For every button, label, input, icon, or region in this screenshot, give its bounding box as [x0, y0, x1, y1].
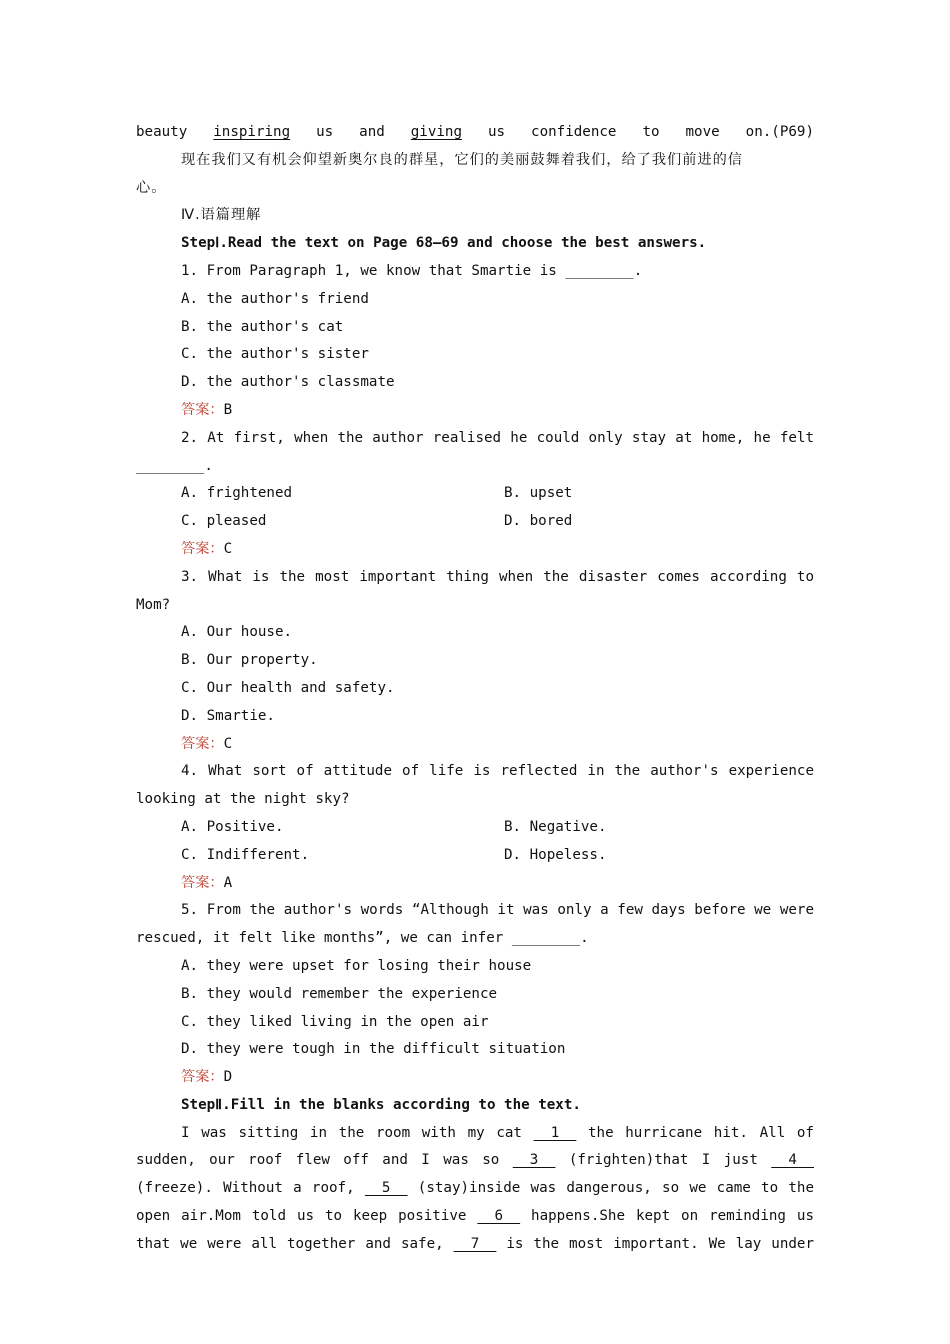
- question-stem: 1. From Paragraph 1, we know that Smartie is ________.: [181, 262, 643, 279]
- text-run: beauty: [136, 124, 214, 140]
- option-row: [136, 842, 814, 870]
- intro-line-1: [136, 119, 814, 147]
- step1-title: StepⅠ.Read the text on Page 68—69 and choose the best answers.: [181, 235, 707, 252]
- text-run: sudden, our roof flew off and I was so: [136, 1152, 513, 1169]
- intro-cn-line-2: 心。: [136, 179, 167, 196]
- text-run: (frighten)that I just: [555, 1152, 772, 1169]
- option[interactable]: B. the author's cat: [181, 318, 344, 335]
- option[interactable]: A. frightened: [181, 485, 293, 502]
- answer-value: C: [223, 735, 233, 752]
- answer-label: 答案：: [181, 540, 224, 557]
- answer-line: [136, 870, 814, 898]
- text-run: the hurricane hit. All of: [576, 1124, 814, 1141]
- option[interactable]: D. Hopeless.: [504, 846, 607, 863]
- option[interactable]: D. they were tough in the difficult situation: [181, 1041, 566, 1058]
- question-stem: looking at the night sky?: [136, 791, 350, 808]
- blank-4[interactable]: 4: [771, 1152, 814, 1169]
- question-stem: 3. What is the most important thing when the disaster comes according to: [181, 568, 814, 585]
- text-run: happens.She kept on reminding us: [520, 1208, 814, 1225]
- option[interactable]: A. they were upset for losing their house: [181, 957, 532, 974]
- option[interactable]: B. upset: [504, 485, 573, 502]
- underlined-word: inspiring: [213, 124, 291, 140]
- option[interactable]: A. Positive.: [181, 818, 284, 835]
- option[interactable]: C. Indifferent.: [181, 846, 310, 863]
- option-row: [136, 508, 814, 536]
- answer-value: D: [223, 1069, 233, 1086]
- answer-value: B: [223, 401, 233, 418]
- blank-3[interactable]: 3: [512, 1152, 556, 1169]
- fill-line-2: [136, 1147, 814, 1175]
- option[interactable]: B. Negative.: [504, 818, 607, 835]
- text-run: us and: [290, 124, 411, 140]
- underlined-word: giving: [410, 124, 463, 140]
- option-row: [136, 480, 814, 508]
- text-run: is the most important. We lay under: [496, 1235, 814, 1252]
- question-stem: 4. What sort of attitude of life is reflected in the author's experience: [181, 763, 814, 780]
- fill-line-1: [136, 1120, 814, 1148]
- blank-5[interactable]: 5: [364, 1180, 408, 1197]
- answer-label: 答案：: [181, 1069, 224, 1086]
- option-row: [136, 814, 814, 842]
- answer-label: 答案：: [181, 401, 224, 418]
- option[interactable]: B. Our property.: [181, 652, 318, 669]
- blank-7[interactable]: 7: [453, 1235, 497, 1252]
- blank-1[interactable]: 1: [533, 1124, 577, 1141]
- option[interactable]: C. pleased: [181, 513, 267, 530]
- text-run: (stay)inside was dangerous, so we came to the: [407, 1180, 814, 1197]
- option[interactable]: C. Our health and safety.: [181, 679, 395, 696]
- answer-line: [136, 397, 814, 425]
- fill-line-5: [136, 1231, 814, 1259]
- text-run: that we were all together and safe,: [136, 1235, 454, 1252]
- answer-line: [136, 1064, 814, 1092]
- fill-line-4: [136, 1203, 814, 1231]
- text-run: (freeze). Without a roof,: [136, 1180, 365, 1197]
- option[interactable]: B. they would remember the experience: [181, 985, 498, 1002]
- section-title: Ⅳ.语篇理解: [181, 207, 262, 224]
- document-page: [136, 119, 814, 1259]
- blank-6[interactable]: 6: [477, 1208, 521, 1225]
- option[interactable]: D. Smartie.: [181, 707, 275, 724]
- option[interactable]: D. the author's classmate: [181, 374, 395, 391]
- text-run: open air.Mom told us to keep positive: [136, 1208, 478, 1225]
- answer-label: 答案：: [181, 735, 224, 752]
- question-stem: ________.: [136, 457, 213, 474]
- option[interactable]: C. the author's sister: [181, 346, 369, 363]
- answer-value: C: [223, 540, 233, 557]
- text-run: us confidence to move on.(P69): [462, 124, 814, 140]
- option[interactable]: A. Our house.: [181, 624, 293, 641]
- question-stem: Mom?: [136, 596, 171, 613]
- option[interactable]: D. bored: [504, 513, 573, 530]
- question-stem: rescued, it felt like months”, we can infer ________.: [136, 930, 589, 947]
- step2-title: StepⅡ.Fill in the blanks according to the text.: [181, 1096, 581, 1113]
- text-run: I was sitting in the room with my cat: [181, 1124, 534, 1141]
- fill-line-3: [136, 1175, 814, 1203]
- option[interactable]: A. the author's friend: [181, 290, 369, 307]
- answer-line: [136, 536, 814, 564]
- answer-line: [136, 731, 814, 759]
- answer-label: 答案：: [181, 874, 224, 891]
- question-stem: 2. At first, when the author realised he could only stay at home, he felt: [181, 429, 814, 446]
- intro-cn-line-1: 现在我们又有机会仰望新奥尔良的群星，它们的美丽鼓舞着我们，给了我们前进的信: [181, 151, 743, 168]
- question-stem: 5. From the author's words “Although it was only a few days before we were: [181, 902, 814, 919]
- answer-value: A: [223, 874, 233, 891]
- question-list: [136, 258, 814, 1092]
- option[interactable]: C. they liked living in the open air: [181, 1013, 489, 1030]
